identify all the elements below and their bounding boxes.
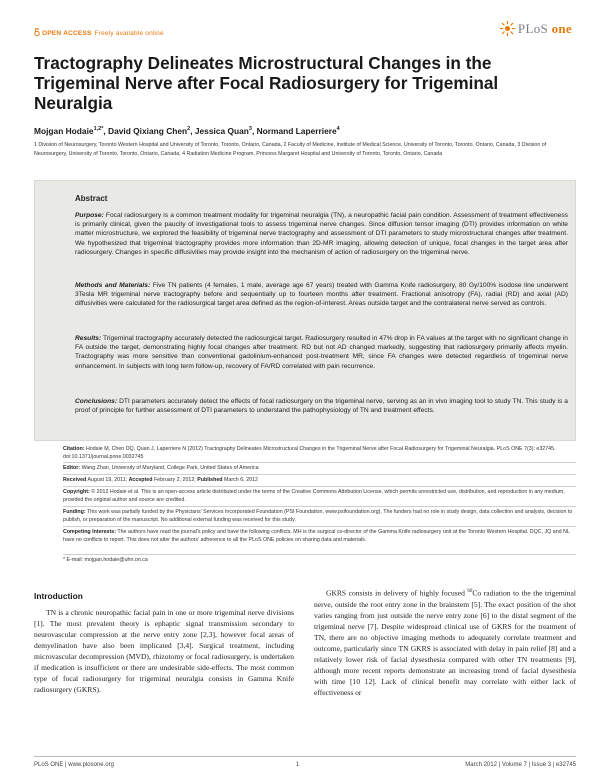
page-number: 1 [296, 762, 300, 768]
body-column-left [34, 607, 294, 695]
plos-sun-icon [499, 20, 516, 37]
article-title: Tractography Delineates Microstructural Changes in the Trigeminal Nerve after Focal Radiosurgery for Trigeminal Neuralgia [34, 53, 499, 113]
abstract-purpose: Purpose: Focal radiosurgery is a common treatment modality for trigeminal neuralgia (TN), a neuropathic facial pain condition. Assessment of treatment effectiveness is primarily clinical, given the paucity of investigational tools to assess trigeminal nerve changes. Since diffusion tensor imaging (DTI) provides information on white matter microstructure, we explored the feasibility of trigeminal nerve tractography and assessment of DTI parameters to study microstructural changes after treatment. We hypothesized that trigeminal tractography provides more information than 2D-MR imaging, allowing detection of unique, focal changes in the target area after radiosurgery. Changes in specific diffusivities may provide insight into the mechanism of action of radiosurgery on the trigeminal nerve. [75, 212, 568, 256]
divider [63, 526, 576, 527]
funding: Funding: This work was partially funded by the Physicians' Services Incorporated Foundation (PSI Foundation, www.psifoundation.org). The funders had no role in study design, data collection and analysis, decision to publish, or preparation of the manuscript. No additional external funding was received for this study. [63, 509, 573, 523]
body-column-right [314, 586, 576, 698]
abstract-methods: Methods and Materials: Five TN patients (4 females, 1 male, average age 67 years) treated with Gamma Knife radiosurgery, 80 Gy/100% isodose line underwent 3Tesla MR trigeminal nerve tractography before and sequentially up to fourteen months after treatment. Fractional anisotropy (FA), radial (RD) and axial (AD) diffusivities were calculated for the radiosurgical target area defined as the region-of-interest. Areas outside target and the contralateral nerve served as controls. [75, 282, 568, 308]
citation: Citation: Hodaie M, Chen DQ, Quan J, Laperriere N (2012) Tractography Delineates Microstructural Changes in the Trigeminal Nerve after Focal Radiosurgery for Trigeminal Neuralgia. PLoS ONE 7(3): e32745. doi:10.1371/journal.pone.0032745 [63, 446, 556, 460]
divider [63, 462, 576, 463]
journal-name: PLoS one [517, 20, 572, 36]
divider [63, 506, 576, 507]
access-label: ACCESS [63, 30, 92, 37]
open-access-banner [34, 28, 164, 37]
author-name: Normand Laperriere [256, 126, 337, 136]
journal-logo [499, 20, 572, 37]
introduction-heading: Introduction [34, 591, 83, 601]
gkrs-paragraph: GKRS consists in delivery of highly focused $^{60}$Co radiation to the the trigeminal nerve, outside the root entry zone in the brainstem [5]. The exact position of the shot varies ranging from just outside the nerve entry zone [6] to the distal segment of the trigeminal nerve [7]. Despite widespread clinical use of GKRS for the treatment of TN, there are no objective imaging methods to adequately correlate treatment and outcome, particularly since TN GKRS is associated with delay in pain relief [8] and a relatively lower risk of facial dysesthesia compared with other TN treatments [9], although more recent reports demonstrate an increasing trend of facial dysesthesia with time [10 12]. Lack of clinical benefit may correlate with either lack of effectiveness or [314, 588, 576, 697]
abstract-box [34, 180, 576, 441]
divider [63, 486, 576, 487]
open-label: OPEN [42, 30, 62, 37]
footer-journal-link[interactable]: PLoS ONE | www.plosone.org [34, 762, 114, 768]
intro-paragraph: TN is a chronic neuropathic facial pain in one or more trigeminal nerve divisions [1]. The most prevalent theory is ephaptic signal transmission secondary to neurovascular compression at the nerve entry zone [2,3], however focal areas of demyelination have also been implicated [3,4]. Surgical treatment, including microvascular decompression (MVD), rhizotomy or focal radiosurgery, is undertaken if medication is insufficient or there are undesirable side-effects. The most common type of focal radiosurgery for trigeminal neuralgia consists in Gamma Knife radiosurgery (GKRS). [34, 608, 294, 695]
issue-info: March 2012 | Volume 7 | Issue 3 | e32745 [465, 762, 576, 768]
abstract-heading: Abstract [75, 194, 108, 203]
footer-divider [34, 756, 576, 757]
abstract-conclusions: Conclusions: DTI parameters accurately detect the effects of focal radiosurgery on the trigeminal nerve, serving as an in vivo imaging tool to study TN. This study is a proof of principle for further assessment of DTI parameters to understand the pathophysiology of TN and treatment effects. [75, 398, 568, 415]
editor: Editor: Wang Zhan, University of Maryland, College Park, United States of America [63, 465, 259, 471]
author-name: Jessica Quan [194, 126, 249, 136]
author-name: Mojgan Hodaie [34, 126, 94, 136]
dates: Received August 19, 2011; Accepted February 2, 2012; Published March 6, 2012 [63, 477, 258, 483]
abstract-results: Results: Trigeminal tractography accurately detected the radiosurgical target. Radiosurgery resulted in 47% drop in FA values at the target with no significant change in FA outside the target, demonstrating highly focal changes after treatment. RD but not AD changed markedly, suggesting that radiosurgery primarily affects myelin. Tractography was more sensitive than conventional gadolinium-enhanced post-treatment MR, since FA changes were detected regardless of trigeminal nerve enhancement. In subjects with long term follow-up, recovery of FA/RD correlated with pain recurrence. [75, 335, 568, 370]
divider [63, 474, 576, 475]
open-lock-icon [34, 28, 40, 36]
copyright: Copyright: © 2012 Hodaie et al. This is an open-access article distributed under the terms of the Creative Commons Attribution License, which permits unrestricted use, distribution, and reproduction in any medium, provided the original author and source are credited. [63, 489, 565, 503]
author-name: David Qixiang Chen [108, 126, 188, 136]
affiliations: 1 Division of Neurosurgery, Toronto Western Hospital and University of Toronto, Toronto, Ontario, Canada, 2 Faculty of Medicine, Institute of Medical Science, University of Toronto, Toronto, Ontario, Canada, 3 Division of Neurosurgery, University of Toronto, Toronto, Ontario, Canada, 4 Radiation Medicine Program, Princess Margaret Hospital and University of Toronto, Toronto, Ontario, Canada [34, 142, 547, 158]
corresponding-email: * E-mail: mojgan.hodaie@uhn.on.ca [63, 557, 148, 563]
author-list: Mojgan Hodaie$^{1,2*}$, David Qixiang Chen$^2$, Jessica Quan$^3$, Normand Laperriere$^4$ [34, 126, 340, 136]
competing-interests: Competing Interests: The authors have read the journal's policy and have the following conflicts. MH is the surgical co-director of the Gamma Knife radiosurgery unit at the Toronto Western Hospital. DQC, JQ and NL have no conflicts to report. This does not alter the authors' adherence to all the PLoS ONE policies on sharing data and materials. [63, 529, 570, 543]
divider [63, 554, 576, 555]
freely-available-label: Freely available online [94, 30, 164, 37]
